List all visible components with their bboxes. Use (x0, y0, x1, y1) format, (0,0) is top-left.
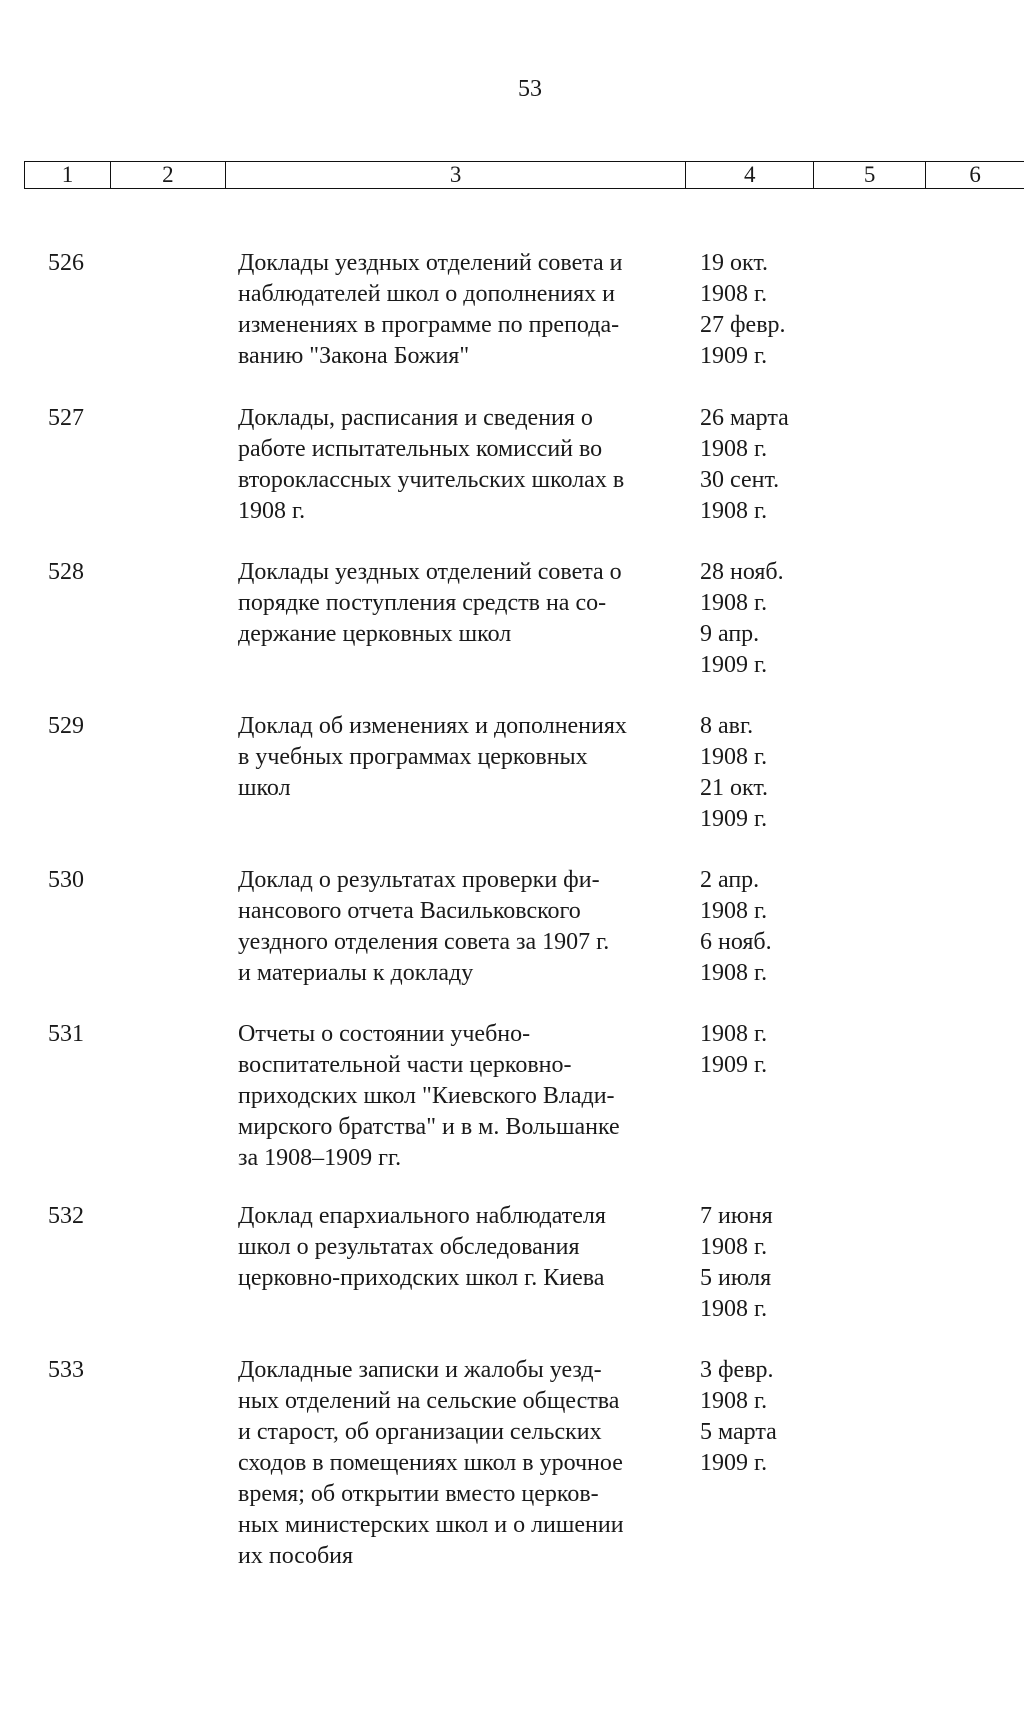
entry-title-line: школ о результатах обследования (238, 1234, 580, 1260)
entry-date-line: 1909 г. (700, 652, 768, 678)
entry-title (238, 1019, 678, 1174)
entry-number: 530 (48, 867, 84, 893)
entry-date-line: 1908 г. (700, 436, 768, 462)
entry-title-line: и материалы к докладу (238, 960, 474, 986)
entry-date-line: 1909 г. (700, 806, 768, 832)
entry-title-line: нансового отчета Васильковского (238, 898, 581, 924)
entry-date-line: 1908 г. (700, 744, 768, 770)
entry-date-line: 19 окт. (700, 250, 769, 276)
column-header-1: 1 (25, 162, 111, 188)
entry-date-line: 5 июля (700, 1265, 772, 1291)
entry-title (238, 1201, 678, 1294)
entry-title (238, 248, 678, 372)
column-header-6: 6 (969, 162, 981, 187)
entry-title-line: воспитательной части церковно- (238, 1052, 572, 1078)
entry-date-line: 1908 г. (700, 1388, 768, 1414)
entry-title-line: приходских школ "Киевского Влади- (238, 1083, 615, 1109)
entry-date-line: 27 февр. (700, 312, 786, 338)
entry-title-line: ных отделений на сельские общества (238, 1388, 620, 1414)
entry-title-line: Доклад о результатах проверки фи- (238, 867, 600, 893)
entry-dates (700, 711, 830, 835)
column-header-2: 2 (111, 162, 226, 188)
entry-title-line: Доклад епархиального наблюдателя (238, 1203, 606, 1229)
entry-date-line: 1908 г. (700, 1296, 768, 1322)
entry-dates (700, 1355, 830, 1479)
entry-title-line: церковно-приходских школ г. Киева (238, 1265, 605, 1291)
column-header-4: 4 (686, 162, 814, 188)
entry-title-line: держание церковных школ (238, 621, 512, 647)
column-header-3: 3 (226, 162, 687, 188)
entry-date-line: 1908 г. (700, 898, 768, 924)
entry-title-line: наблюдателей школ о дополнениях и (238, 281, 616, 307)
entry-dates (700, 248, 830, 372)
entry-title-line: второклассных учительских школах в (238, 467, 625, 493)
entry-dates (700, 1201, 830, 1325)
entry-date-line: 1908 г. (700, 1234, 768, 1260)
entry-date-line: 9 апр. (700, 621, 760, 647)
entry-title (238, 1355, 678, 1572)
entry-date-line: 1908 г. (700, 1021, 768, 1047)
entry-date-line: 1908 г. (700, 590, 768, 616)
entry-date-line: 6 нояб. (700, 929, 772, 955)
entry-title (238, 711, 678, 804)
entry-title-line: за 1908–1909 гг. (238, 1145, 402, 1171)
entry-title-line: ванию "Закона Божия" (238, 343, 470, 369)
entry-title-line: Докладные записки и жалобы уезд- (238, 1357, 602, 1383)
entry-date-line: 5 марта (700, 1419, 777, 1445)
entry-title-line: Доклады уездных отделений совета о (238, 559, 622, 585)
entry-date-line: 1908 г. (700, 960, 768, 986)
entry-date-line: 1909 г. (700, 1052, 768, 1078)
entry-title-line: изменениях в программе по препода- (238, 312, 620, 338)
entry-title-line: Доклады уездных отделений совета и (238, 250, 623, 276)
entry-date-line: 7 июня (700, 1203, 773, 1229)
entry-title-line: ных министерских школ и о лишении (238, 1512, 624, 1538)
entry-date-line: 1909 г. (700, 343, 768, 369)
entry-title-line: школ (238, 775, 291, 801)
entry-title-line: Отчеты о состоянии учебно- (238, 1021, 531, 1047)
entry-date-line: 30 сент. (700, 467, 780, 493)
entry-date-line: 21 окт. (700, 775, 769, 801)
entry-date-line: 1908 г. (700, 281, 768, 307)
entry-date-line: 8 авг. (700, 713, 754, 739)
entry-title (238, 865, 678, 989)
entry-number: 531 (48, 1021, 84, 1047)
entry-title (238, 557, 678, 650)
entry-title-line: сходов в помещениях школ в урочное (238, 1450, 623, 1476)
entry-title (238, 403, 678, 527)
entry-date-line: 2 апр. (700, 867, 760, 893)
entry-title-line: 1908 г. (238, 498, 306, 524)
entry-title-line: порядке поступления средств на со- (238, 590, 607, 616)
entry-dates (700, 1019, 830, 1081)
column-header-row (24, 161, 1024, 189)
entry-title-line: Доклад об изменениях и дополнениях (238, 713, 627, 739)
entry-title-line: их пособия (238, 1543, 354, 1569)
entry-number: 527 (48, 405, 84, 431)
entry-date-line: 28 нояб. (700, 559, 784, 585)
entry-number: 533 (48, 1357, 84, 1383)
entry-title-line: и старост, об организации сельских (238, 1419, 602, 1445)
entry-date-line: 1908 г. (700, 498, 768, 524)
entry-dates (700, 865, 830, 989)
page-number: 53 (518, 76, 542, 102)
entry-number: 532 (48, 1203, 84, 1229)
entry-title-line: мирского братства" и в м. Вольшанке (238, 1114, 620, 1140)
entry-dates (700, 403, 830, 527)
entry-title-line: Доклады, расписания и сведения о (238, 405, 593, 431)
entry-title-line: время; об открытии вместо церков- (238, 1481, 599, 1507)
column-header-5: 5 (814, 162, 926, 188)
entry-title-line: уездного отделения совета за 1907 г. (238, 929, 610, 955)
entry-date-line: 3 февр. (700, 1357, 774, 1383)
entry-number: 526 (48, 250, 84, 276)
entry-dates (700, 557, 830, 681)
entry-title-line: работе испытательных комиссий во (238, 436, 603, 462)
entry-number: 528 (48, 559, 84, 585)
entry-number: 529 (48, 713, 84, 739)
entry-date-line: 1909 г. (700, 1450, 768, 1476)
entry-title-line: в учебных программах церковных (238, 744, 588, 770)
entry-date-line: 26 марта (700, 405, 789, 431)
